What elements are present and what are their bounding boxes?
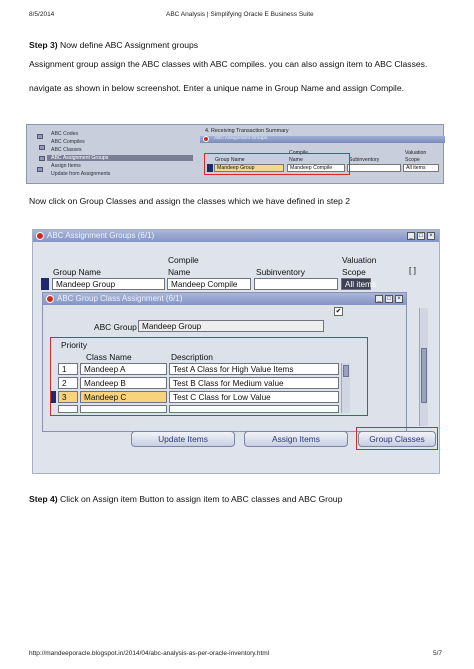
priority-field[interactable]: 1 [58, 363, 78, 375]
subinventory-field[interactable] [347, 164, 401, 172]
col-class-name: Class Name [86, 352, 132, 362]
footer-page-number: 5/7 [433, 650, 443, 657]
outer-window-title-bar [33, 230, 439, 242]
col-subinventory: Subinventory [256, 267, 305, 277]
group-classes-button[interactable]: Group Classes [358, 431, 436, 447]
checkbox[interactable]: ✔ [335, 308, 342, 315]
nav-item-abc-codes[interactable]: ABC Codes [51, 131, 79, 137]
oracle-icon [203, 136, 209, 142]
col-compile-name: Name [168, 267, 191, 277]
record-indicator[interactable] [41, 278, 49, 290]
inner-window-title: ABC Group Class Assignment (6/1) [57, 294, 183, 303]
window-title: 4. Receiving Transaction Summary [205, 128, 289, 134]
close-button[interactable]: × [427, 232, 435, 240]
class-name-field[interactable]: Mandeep C [80, 391, 167, 403]
step4-line [29, 494, 342, 504]
nav-item-abc-classes[interactable]: ABC Classes [51, 147, 82, 153]
scrollbar-thumb[interactable] [421, 348, 427, 403]
inner-window-title-bar [43, 293, 406, 305]
group-name-field[interactable]: Mandeep Group [52, 278, 165, 290]
scope-field[interactable]: All items [341, 278, 371, 290]
col-group-name: Group Name [215, 157, 245, 163]
group-name-field[interactable]: Mandeep Group [214, 164, 284, 172]
nav-item-assign-items[interactable]: Assign Items [51, 163, 81, 169]
class-name-field[interactable]: Mandeep B [80, 377, 167, 389]
maximize-button[interactable]: □ [417, 232, 425, 240]
screenshot-group-classes [32, 229, 440, 474]
class-name-field[interactable]: Mandeep A [80, 363, 167, 375]
window-title-bar [200, 136, 445, 143]
col-subinventory: Subinventory [349, 157, 380, 163]
highlight-box [204, 153, 350, 175]
col-scope-top: Valuation [342, 255, 377, 265]
screenshot-abc-navigator [26, 124, 444, 184]
col-compile-top: Compile [289, 150, 309, 156]
col-description: Description [171, 352, 213, 362]
minimize-button[interactable]: _ [407, 232, 415, 240]
step3-heading: Now define ABC Assignment groups [60, 40, 199, 50]
header-title: ABC Analysis | Simplifying Oracle E Business Suite [166, 11, 314, 18]
subinventory-field[interactable] [254, 278, 338, 290]
step3-label: Step 3) [29, 40, 58, 50]
step3-paragraph-2: navigate as shown in below screenshot. Enter a unique name in Group Name and assign Compile. [29, 83, 404, 93]
folder-icon [37, 167, 43, 172]
col-compile-name: Name [289, 157, 303, 163]
vertical-scrollbar[interactable] [419, 308, 428, 426]
nav-item-abc-compiles[interactable]: ABC Compiles [51, 139, 85, 145]
abc-group-label: ABC Group [94, 322, 137, 332]
abc-group-field[interactable]: Mandeep Group [138, 320, 324, 332]
description-field[interactable]: Test C Class for Low Value [169, 391, 339, 403]
highlight-box [356, 427, 438, 450]
step4-label: Step 4) [29, 494, 58, 504]
footer-url[interactable]: http://mandeeporacle.blogspot.in/2014/04/abc-analysis-as-per-oracle-inventory.html [29, 650, 270, 657]
oracle-icon [36, 232, 44, 240]
minimize-button[interactable]: _ [375, 295, 383, 303]
nav-item-abc-assignment-groups[interactable]: ABC Assignment Groups [47, 155, 193, 161]
col-compile-top: Compile [168, 255, 199, 265]
description-field[interactable]: Test B Class for Medium value [169, 377, 339, 389]
compile-name-field[interactable]: Mandeep Compile [167, 278, 251, 290]
compile-name-field[interactable]: Mandeep Compile [287, 164, 345, 172]
inner-window [42, 292, 407, 432]
folder-icon [39, 156, 45, 161]
group-classes-instruction: Now click on Group Classes and assign the classes which we have defined in step 2 [29, 196, 351, 206]
highlight-box [50, 337, 368, 416]
close-button[interactable]: × [395, 295, 403, 303]
maximize-button[interactable]: □ [385, 295, 393, 303]
folder-icon [39, 145, 45, 150]
update-items-button[interactable]: Update Items [131, 431, 235, 447]
col-group-name: Group Name [53, 267, 101, 277]
priority-field[interactable]: 2 [58, 377, 78, 389]
scope-field[interactable]: All items [403, 164, 439, 172]
col-scope: Scope [405, 157, 420, 163]
nav-item-update-from-assignments[interactable]: Update from Assignments [51, 171, 111, 177]
header-date: 8/5/2014 [29, 11, 55, 18]
assign-items-button[interactable]: Assign Items [244, 431, 348, 447]
step4-text: Click on Assign item Button to assign item to ABC classes and ABC Group [60, 494, 343, 504]
step3-paragraph-1: Assignment group assign the ABC classes with ABC compiles. you can also assign item to ABC Classes. [29, 59, 428, 69]
step3-heading-line [29, 40, 198, 50]
description-field[interactable]: Test A Class for High Value Items [169, 363, 339, 375]
priority-label: Priority [61, 340, 88, 350]
outer-window-title: ABC Assignment Groups (6/1) [47, 231, 155, 240]
folder-icon [37, 134, 43, 139]
flexfield-bracket[interactable]: [ ] [409, 265, 416, 275]
oracle-icon [46, 295, 54, 303]
col-scope-top: Valuation [405, 150, 427, 156]
col-scope: Scope [342, 267, 366, 277]
priority-field[interactable]: 3 [58, 391, 78, 403]
window-bar-title: ABC Assignment Groups [214, 136, 268, 141]
